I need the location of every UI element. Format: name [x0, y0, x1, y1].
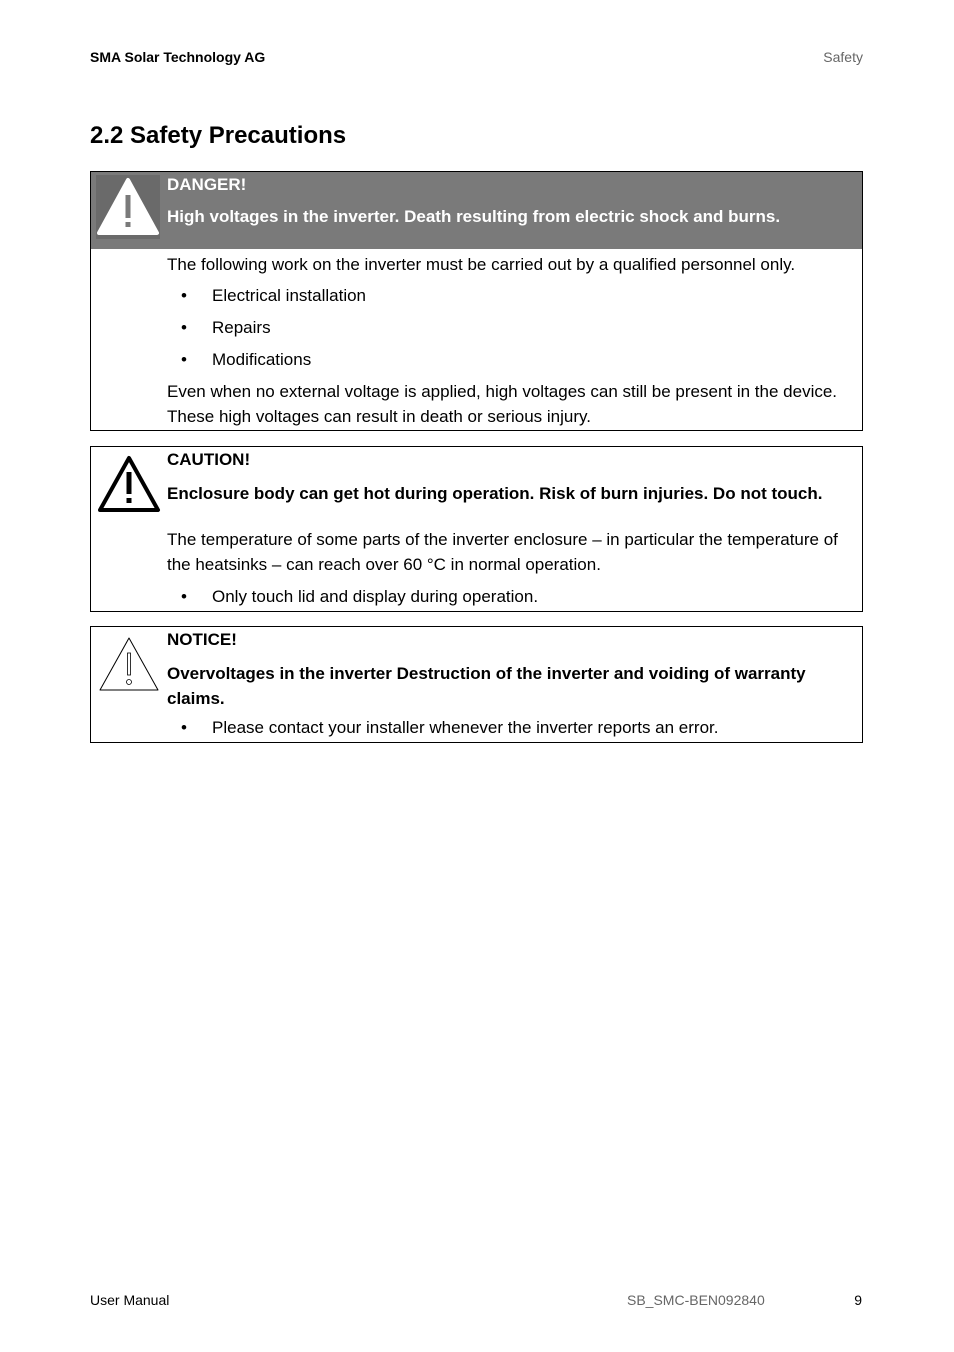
caution-text: The temperature of some parts of the inverter enclosure – in particular the temperature of the heatsinks – can reach over 60 °C in normal operation.	[167, 530, 838, 574]
notice-warning-triangle-outline-icon	[96, 633, 162, 700]
footer-doc-type: User Manual	[90, 1292, 170, 1308]
caution-box	[90, 446, 863, 612]
caution-content	[167, 527, 854, 616]
list-item: • Electrical installation	[167, 283, 854, 315]
notice-tag: NOTICE!	[167, 630, 237, 649]
list-item: • Only touch lid and display during operation.	[167, 584, 854, 616]
header-company: SMA Solar Technology AG	[90, 49, 266, 65]
notice-box	[90, 626, 863, 743]
notice-list	[167, 715, 854, 747]
danger-list	[167, 283, 854, 379]
danger-band	[91, 172, 862, 249]
footer-doc-code: SB_SMC-BEN092840	[627, 1292, 765, 1308]
caution-list	[167, 584, 854, 616]
header-section: Safety	[823, 49, 863, 65]
caution-warning-triangle-icon	[96, 453, 162, 520]
list-item: • Please contact your installer whenever the inverter reports an error.	[167, 715, 854, 747]
page-number: 9	[854, 1292, 862, 1308]
danger-note: Even when no external voltage is applied, high voltages can still be present in the device. These high voltages can result in death or serious injury.	[167, 382, 838, 426]
danger-tag: DANGER!	[167, 175, 247, 194]
danger-headline: High voltages in the inverter. Death resulting from electric shock and burns.	[167, 207, 781, 226]
notice-headline: Overvoltages in the inverter Destruction of the inverter and voiding of warranty claims.	[167, 664, 806, 708]
notice-content	[167, 715, 854, 747]
caution-headline: Enclosure body can get hot during operation. Risk of burn injuries. Do not touch.	[167, 484, 823, 503]
danger-intro: The following work on the inverter must be carried out by a qualified personnel only.	[167, 255, 796, 274]
danger-box	[90, 171, 863, 431]
caution-tag: CAUTION!	[167, 450, 251, 469]
danger-warning-triangle-icon	[96, 175, 160, 244]
danger-content	[167, 252, 854, 429]
page-title: 2.2 Safety Precautions	[90, 122, 347, 149]
list-item: • Repairs	[167, 315, 854, 347]
list-item: • Modifications	[167, 347, 854, 379]
